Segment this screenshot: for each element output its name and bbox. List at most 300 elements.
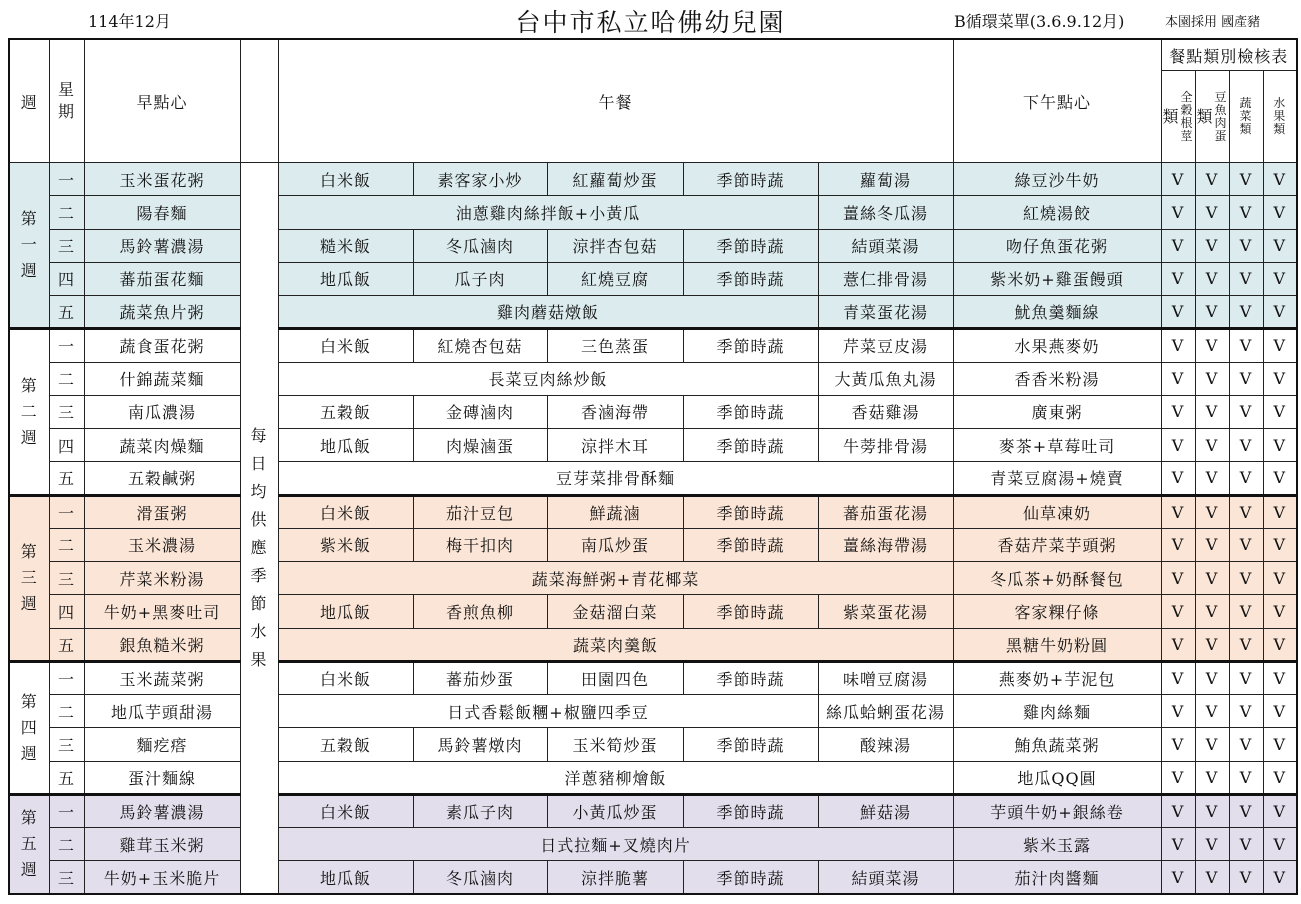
check-veg-char: 蔬 [1239,96,1253,110]
lunch-cell: 紅蘿蔔炒蛋 [547,163,683,196]
breakfast-cell: 銀魚糙米粥 [84,628,240,661]
week-label-char: 三 [20,568,38,588]
breakfast-cell: 馬鈴薯濃湯 [84,794,240,827]
week-label [9,163,49,329]
snack-cell: 仙草凍奶 [953,495,1161,528]
lunch-cell: 季節時蔬 [683,661,818,694]
check-mark: V [1229,761,1263,794]
table-row [9,794,1297,827]
lunch-cell: 季節時蔬 [683,163,818,196]
check-mark: V [1229,661,1263,694]
lunch-cell: 季節時蔬 [683,728,818,761]
col-check-veg [1229,71,1263,163]
lunch-full-cell: 蔬菜肉羹飯 [278,628,953,661]
check-mark: V [1195,262,1229,295]
week-label-char: 第 [20,808,38,828]
breakfast-cell: 蕃茄蛋花麵 [84,262,240,295]
week-label-char: 第 [20,375,38,395]
check-mark: V [1161,296,1195,329]
lunch-cell: 季節時蔬 [683,495,818,528]
lunch-full-cell: 日式拉麵+叉燒肉片 [278,828,953,861]
lunch-cell: 地瓜飯 [278,429,413,462]
col-weekday-char: 期 [57,102,75,121]
weekday-cell: 四 [49,429,84,462]
table-row [9,828,1297,861]
table-row [9,429,1297,462]
lunch-cell: 白米飯 [278,794,413,827]
check-mark: V [1229,495,1263,528]
table-row [9,229,1297,262]
menu-table [8,38,1298,895]
snack-cell: 綠豆沙牛奶 [953,163,1161,196]
snack-cell: 黑糖牛奶粉圓 [953,628,1161,661]
lunch-main-cell: 油蔥雞肉絲拌飯+小黃瓜 [278,196,818,229]
breakfast-cell: 什錦蔬菜麵 [84,362,240,395]
table-row [9,761,1297,794]
lunch-cell: 季節時蔬 [683,329,818,362]
check-mark: V [1229,362,1263,395]
weekday-cell: 一 [49,329,84,362]
lunch-cell: 香菇雞湯 [818,395,953,428]
lunch-cell: 涼拌杏包菇 [547,229,683,262]
header-cycle: B循環菜單(3.6.9.12月) [954,12,1125,31]
check-grains-char: 穀 [1180,102,1194,117]
week-label-char: 五 [20,834,38,854]
check-mark: V [1161,528,1195,561]
lunch-cell: 紅燒杏包菇 [413,329,547,362]
lunch-cell: 芹菜豆皮湯 [818,329,953,362]
lunch-cell: 金菇溜白菜 [547,595,683,628]
lunch-main-cell: 長菜豆肉絲炒飯 [278,362,818,395]
table-row [9,661,1297,694]
check-mark: V [1195,163,1229,196]
lunch-cell: 金磚滷肉 [413,395,547,428]
lunch-cell: 香滷海帶 [547,395,683,428]
check-grains-class: 類 [1162,107,1180,126]
check-mark: V [1263,395,1297,428]
check-mark: V [1195,695,1229,728]
breakfast-cell: 芹菜米粉湯 [84,562,240,595]
check-mark: V [1195,794,1229,827]
week-label-char: 第 [20,542,38,562]
check-grains-char: 全 [1180,89,1194,104]
lunch-cell: 香煎魚柳 [413,595,547,628]
weekday-cell: 三 [49,861,84,894]
col-check-title: 餐點類別檢核表 [1161,39,1297,71]
col-lunch: 午餐 [278,39,953,163]
check-mark: V [1161,362,1195,395]
snack-cell: 廣東粥 [953,395,1161,428]
table-row [9,329,1297,362]
breakfast-cell: 地瓜芋頭甜湯 [84,695,240,728]
breakfast-cell: 馬鈴薯濃湯 [84,229,240,262]
check-mark: V [1195,462,1229,495]
daily-fruit-char: 果 [250,650,268,669]
check-mark: V [1195,861,1229,894]
check-mark: V [1161,163,1195,196]
lunch-cell: 肉燥滷蛋 [413,429,547,462]
check-mark: V [1195,362,1229,395]
breakfast-cell: 五穀鹹粥 [84,462,240,495]
lunch-cell: 地瓜飯 [278,595,413,628]
check-mark: V [1229,329,1263,362]
check-mark: V [1229,595,1263,628]
lunch-cell: 地瓜飯 [278,861,413,894]
check-mark: V [1229,828,1263,861]
lunch-cell: 季節時蔬 [683,229,818,262]
breakfast-cell: 蔬食蛋花粥 [84,329,240,362]
lunch-cell: 素瓜子肉 [413,794,547,827]
check-mark: V [1195,595,1229,628]
lunch-soup-cell: 青菜蛋花湯 [818,296,953,329]
check-mark: V [1263,229,1297,262]
check-mark: V [1229,628,1263,661]
table-row [9,695,1297,728]
check-mark: V [1263,196,1297,229]
lunch-cell: 三色蒸蛋 [547,329,683,362]
check-mark: V [1195,329,1229,362]
weekday-cell: 五 [49,628,84,661]
lunch-cell: 冬瓜滷肉 [413,229,547,262]
check-mark: V [1195,761,1229,794]
week-label [9,661,49,794]
lunch-main-cell: 日式香鬆飯糰+椒鹽四季豆 [278,695,818,728]
header-month: 114年12月 [88,12,171,31]
lunch-cell: 糙米飯 [278,229,413,262]
check-mark: V [1229,395,1263,428]
lunch-cell: 素客家小炒 [413,163,547,196]
table-row [9,262,1297,295]
check-mark: V [1263,362,1297,395]
breakfast-cell: 牛奶+黑麥吐司 [84,595,240,628]
lunch-cell: 季節時蔬 [683,861,818,894]
table-row [9,495,1297,528]
check-mark: V [1263,329,1297,362]
snack-cell: 吻仔魚蛋花粥 [953,229,1161,262]
check-mark: V [1263,429,1297,462]
table-row [9,163,1297,196]
snack-cell: 香香米粉湯 [953,362,1161,395]
check-mark: V [1263,828,1297,861]
check-grains-char: 莖 [1180,128,1194,143]
breakfast-cell: 玉米濃湯 [84,528,240,561]
lunch-cell: 結頭菜湯 [818,229,953,262]
check-mark: V [1229,196,1263,229]
snack-cell: 魷魚羹麵線 [953,296,1161,329]
check-mark: V [1195,495,1229,528]
lunch-soup-cell: 絲瓜蛤蜊蛋花湯 [818,695,953,728]
daily-fruit-char: 季 [250,566,268,585]
lunch-cell: 瓜子肉 [413,262,547,295]
check-mark: V [1161,562,1195,595]
weekday-cell: 一 [49,163,84,196]
lunch-full-cell: 洋蔥豬柳燴飯 [278,761,953,794]
snack-cell: 紅燒湯餃 [953,196,1161,229]
lunch-cell: 冬瓜滷肉 [413,861,547,894]
snack-cell: 地瓜QQ圓 [953,761,1161,794]
check-mark: V [1263,861,1297,894]
check-mark: V [1229,728,1263,761]
table-row [9,728,1297,761]
check-mark: V [1161,262,1195,295]
check-mark: V [1263,462,1297,495]
lunch-cell: 季節時蔬 [683,595,818,628]
check-mark: V [1195,728,1229,761]
week-label [9,329,49,495]
lunch-cell: 結頭菜湯 [818,861,953,894]
lunch-cell: 梅干扣肉 [413,528,547,561]
check-protein-char: 肉 [1214,115,1228,130]
weekday-cell: 二 [49,828,84,861]
col-weekday-char: 星 [57,80,75,99]
table-row [9,196,1297,229]
check-mark: V [1263,761,1297,794]
check-mark: V [1263,528,1297,561]
weekday-cell: 三 [49,229,84,262]
check-mark: V [1229,229,1263,262]
check-mark: V [1263,695,1297,728]
snack-cell: 茄汁肉醬麵 [953,861,1161,894]
check-protein-char: 魚 [1214,102,1228,117]
breakfast-cell: 蛋汁麵線 [84,761,240,794]
check-mark: V [1161,462,1195,495]
lunch-cell: 南瓜炒蛋 [547,528,683,561]
lunch-cell: 酸辣湯 [818,728,953,761]
lunch-cell: 牛蒡排骨湯 [818,429,953,462]
lunch-cell: 季節時蔬 [683,262,818,295]
check-mark: V [1195,196,1229,229]
weekday-cell: 五 [49,462,84,495]
daily-fruit-char: 日 [250,454,268,473]
lunch-cell: 白米飯 [278,661,413,694]
week-label [9,495,49,661]
check-grains-char: 根 [1180,115,1194,130]
check-mark: V [1161,196,1195,229]
lunch-cell: 五穀飯 [278,728,413,761]
check-mark: V [1229,695,1263,728]
lunch-full-cell: 蔬菜海鮮粥+青花椰菜 [278,562,953,595]
snack-cell: 紫米玉露 [953,828,1161,861]
weekday-cell: 二 [49,695,84,728]
check-mark: V [1161,828,1195,861]
lunch-cell: 鮮菇湯 [818,794,953,827]
snack-cell: 鮪魚蔬菜粥 [953,728,1161,761]
check-mark: V [1229,296,1263,329]
check-mark: V [1161,728,1195,761]
week-label-char: 週 [20,427,38,447]
col-weekday [49,39,84,163]
daily-fruit-note [240,163,278,895]
lunch-cell: 紅燒豆腐 [547,262,683,295]
weekday-cell: 五 [49,761,84,794]
daily-fruit-char: 每 [250,426,268,445]
check-mark: V [1161,429,1195,462]
weekday-cell: 三 [49,562,84,595]
weekday-cell: 五 [49,296,84,329]
table-row [9,861,1297,894]
snack-cell: 青菜豆腐湯+燒賣 [953,462,1161,495]
breakfast-cell: 牛奶+玉米脆片 [84,861,240,894]
check-mark: V [1263,495,1297,528]
weekday-cell: 一 [49,495,84,528]
check-mark: V [1263,595,1297,628]
breakfast-cell: 陽春麵 [84,196,240,229]
snack-cell: 麥茶+草莓吐司 [953,429,1161,462]
snack-cell: 芋頭牛奶+銀絲卷 [953,794,1161,827]
weekday-cell: 三 [49,728,84,761]
check-protein-char: 蛋 [1214,128,1228,143]
week-label-char: 四 [20,717,38,737]
table-row [9,362,1297,395]
lunch-cell: 白米飯 [278,163,413,196]
lunch-cell: 蕃茄蛋花湯 [818,495,953,528]
lunch-cell: 涼拌脆薯 [547,861,683,894]
check-mark: V [1229,429,1263,462]
lunch-cell: 季節時蔬 [683,528,818,561]
check-mark: V [1195,229,1229,262]
weekday-cell: 二 [49,528,84,561]
check-mark: V [1195,828,1229,861]
lunch-cell: 地瓜飯 [278,262,413,295]
table-row [9,528,1297,561]
week-label-char: 二 [20,401,38,421]
check-mark: V [1229,528,1263,561]
daily-fruit-char: 節 [250,594,268,613]
snack-cell: 燕麥奶+芋泥包 [953,661,1161,694]
check-mark: V [1195,296,1229,329]
check-mark: V [1195,628,1229,661]
check-mark: V [1229,562,1263,595]
table-row [9,628,1297,661]
lunch-cell: 紫菜蛋花湯 [818,595,953,628]
lunch-soup-cell: 大黃瓜魚丸湯 [818,362,953,395]
check-fruit-char: 水 [1273,96,1287,110]
check-mark: V [1229,794,1263,827]
lunch-cell: 蕃茄炒蛋 [413,661,547,694]
lunch-cell: 馬鈴薯燉肉 [413,728,547,761]
snack-cell: 冬瓜茶+奶酥餐包 [953,562,1161,595]
breakfast-cell: 雞茸玉米粥 [84,828,240,861]
lunch-cell: 季節時蔬 [683,429,818,462]
lunch-full-cell: 豆芽菜排骨酥麵 [278,462,953,495]
check-mark: V [1229,163,1263,196]
snack-cell: 客家粿仔條 [953,595,1161,628]
breakfast-cell: 蔬菜肉燥麵 [84,429,240,462]
lunch-cell: 茄汁豆包 [413,495,547,528]
breakfast-cell: 南瓜濃湯 [84,395,240,428]
lunch-cell: 紫米飯 [278,528,413,561]
table-row [9,595,1297,628]
weekday-cell: 三 [49,395,84,428]
table-row [9,462,1297,495]
lunch-cell: 五穀飯 [278,395,413,428]
col-check-protein [1195,71,1229,163]
check-mark: V [1229,462,1263,495]
daily-fruit-char: 供 [250,510,268,529]
daily-fruit-char: 水 [250,622,268,641]
check-mark: V [1195,395,1229,428]
snack-cell: 雞肉絲麵 [953,695,1161,728]
lunch-cell: 味噌豆腐湯 [818,661,953,694]
col-breakfast: 早點心 [84,39,240,163]
snack-cell: 水果燕麥奶 [953,329,1161,362]
lunch-cell: 鮮蔬滷 [547,495,683,528]
check-mark: V [1161,329,1195,362]
check-mark: V [1263,728,1297,761]
lunch-cell: 薑絲海帶湯 [818,528,953,561]
check-mark: V [1161,628,1195,661]
week-label-char: 第 [20,691,38,711]
daily-fruit-char: 應 [250,538,268,557]
check-mark: V [1263,262,1297,295]
col-fruit-blank [240,39,278,163]
weekday-cell: 二 [49,362,84,395]
table-row [9,395,1297,428]
check-mark: V [1195,661,1229,694]
lunch-cell: 田園四色 [547,661,683,694]
weekday-cell: 一 [49,661,84,694]
check-veg-char: 類 [1239,122,1253,136]
check-mark: V [1195,429,1229,462]
week-label-char: 週 [20,261,38,281]
week-label-char: 一 [20,235,38,255]
check-mark: V [1263,661,1297,694]
lunch-cell: 涼拌木耳 [547,429,683,462]
check-mark: V [1263,296,1297,329]
check-protein-class: 類 [1196,107,1214,126]
weekday-cell: 四 [49,262,84,295]
snack-cell: 紫米奶+雞蛋饅頭 [953,262,1161,295]
check-mark: V [1161,695,1195,728]
check-mark: V [1161,229,1195,262]
weekday-cell: 一 [49,794,84,827]
breakfast-cell: 玉米蛋花粥 [84,163,240,196]
lunch-cell: 薏仁排骨湯 [818,262,953,295]
check-mark: V [1229,861,1263,894]
weekday-cell: 四 [49,595,84,628]
lunch-cell: 季節時蔬 [683,395,818,428]
lunch-cell: 白米飯 [278,495,413,528]
lunch-cell: 蘿蔔湯 [818,163,953,196]
check-mark: V [1195,528,1229,561]
lunch-soup-cell: 薑絲冬瓜湯 [818,196,953,229]
check-protein-char: 豆 [1214,89,1228,104]
week-label-char: 第 [20,209,38,229]
week-label [9,794,49,894]
check-mark: V [1229,262,1263,295]
check-mark: V [1161,595,1195,628]
breakfast-cell: 蔬菜魚片粥 [84,296,240,329]
week-label-char: 週 [20,860,38,880]
check-mark: V [1161,794,1195,827]
col-check-fruit [1263,71,1297,163]
lunch-cell: 白米飯 [278,329,413,362]
snack-cell: 香菇芹菜芋頭粥 [953,528,1161,561]
week-label-char: 週 [20,594,38,614]
breakfast-cell: 麵疙瘩 [84,728,240,761]
check-fruit-char: 類 [1273,122,1287,136]
lunch-cell: 季節時蔬 [683,794,818,827]
lunch-cell: 小黃瓜炒蛋 [547,794,683,827]
check-mark: V [1263,794,1297,827]
breakfast-cell: 玉米蔬菜粥 [84,661,240,694]
check-fruit-char: 果 [1273,109,1287,123]
check-mark: V [1161,761,1195,794]
check-veg-char: 菜 [1239,109,1253,123]
check-mark: V [1263,562,1297,595]
header-pork-note: 本園採用 國產豬 [1165,15,1261,30]
check-mark: V [1161,861,1195,894]
